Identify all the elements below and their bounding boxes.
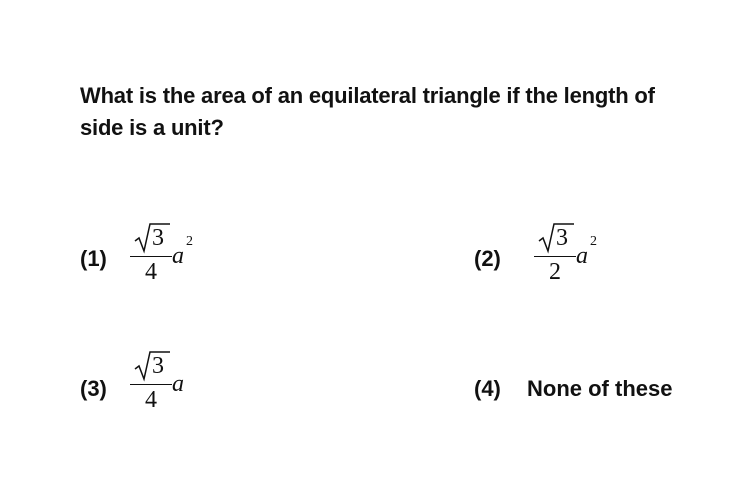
option-1-radicand: 3 — [152, 225, 164, 251]
option-3-variable: a — [172, 371, 184, 397]
option-2-exponent: 2 — [590, 234, 597, 249]
option-1-numerator — [134, 222, 170, 254]
option-3-label[interactable]: (3) — [80, 376, 107, 401]
option-4-text[interactable]: None of these — [527, 376, 673, 401]
option-2-variable: a — [576, 243, 588, 269]
option-1-fraction-bar — [130, 256, 172, 257]
option-2-radicand: 3 — [556, 225, 568, 251]
option-4-label[interactable]: (4) — [474, 376, 501, 401]
option-2-fraction-bar — [534, 256, 576, 257]
option-3-radicand: 3 — [152, 353, 164, 379]
option-1-denominator: 4 — [145, 259, 157, 285]
option-2-label[interactable]: (2) — [474, 246, 501, 271]
option-3-numerator — [134, 350, 170, 382]
option-3-fraction-bar — [130, 384, 172, 385]
option-1-label[interactable]: (1) — [80, 246, 107, 271]
option-2-denominator: 2 — [549, 259, 561, 285]
option-1-exponent: 2 — [186, 234, 193, 249]
option-2-numerator — [538, 222, 574, 254]
option-3-denominator: 4 — [145, 387, 157, 413]
question-text: What is the area of an equilateral triangle if the length of side is a unit? — [80, 83, 655, 140]
option-1-variable: a — [172, 243, 184, 269]
